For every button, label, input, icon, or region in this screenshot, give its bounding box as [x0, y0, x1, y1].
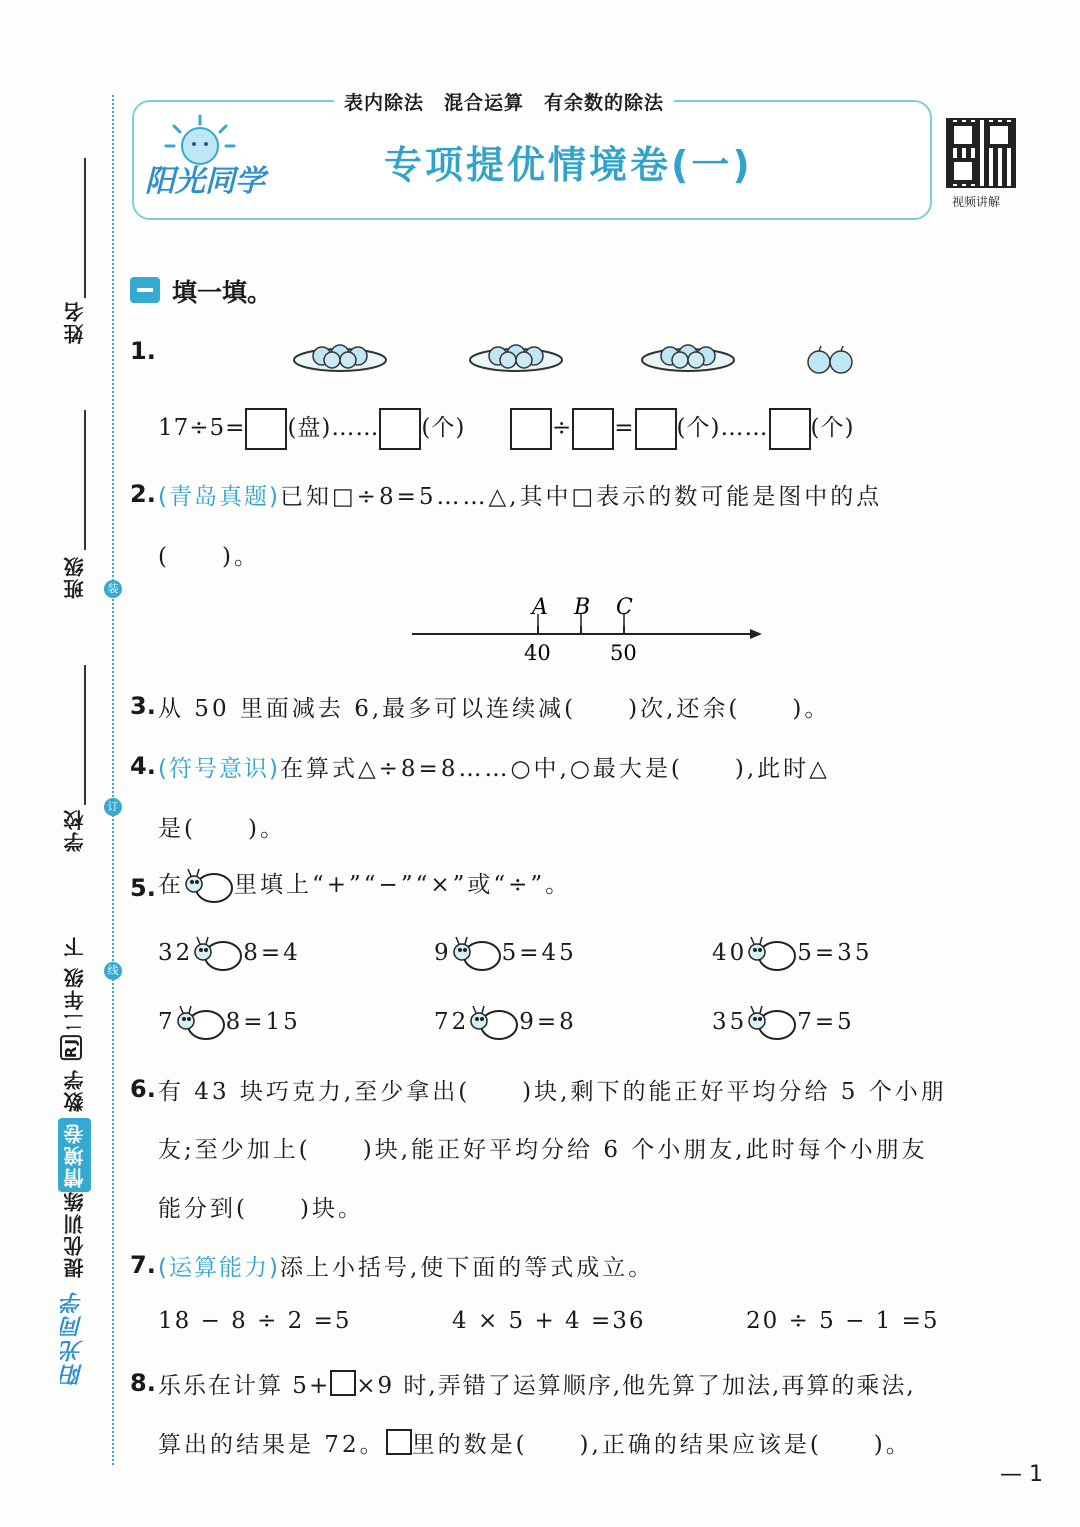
section-title: 填一填。	[172, 278, 273, 307]
binding-mark-2: 订	[104, 798, 122, 816]
q3-number: 3.	[130, 692, 156, 720]
q4-text: 在算式△÷8=8……○中,○最大是( ),此时△	[279, 756, 830, 782]
snail-blank-icon	[184, 866, 234, 906]
q2-text: 已知□÷8=5……△,其中□表示的数可能是图中的点	[279, 484, 883, 510]
q8-text-b: ×9 时,弄错了运算顺序,他先算了加法,再算的乘法,	[356, 1373, 916, 1399]
school-write-line	[84, 665, 86, 805]
q5-item-right: 8=15	[225, 1009, 301, 1035]
tick-label-50: 50	[610, 641, 637, 665]
q2-source-tag: (青岛真题)	[158, 484, 280, 510]
q7-equation-3: 20 ÷ 5 − 1 =5	[746, 1308, 940, 1334]
qr-caption: 视频讲解	[952, 195, 1001, 209]
q5-item-left: 7	[158, 1009, 176, 1035]
q7-equation-2: 4 × 5 + 4 =36	[452, 1308, 646, 1334]
q8-text-a: 乐乐在计算 5+	[158, 1373, 331, 1399]
q6-number: 6.	[130, 1075, 156, 1103]
q8-line2-a: 算出的结果是 72。	[158, 1432, 386, 1458]
q8-line2-b: 里的数是( ),正确的结果应该是( )。	[411, 1432, 912, 1458]
q4-skill-tag: (符号意识)	[158, 756, 280, 782]
q4-number: 4.	[130, 752, 156, 780]
two-fruits-icon	[804, 345, 856, 375]
q5-text-a: 在	[158, 872, 184, 898]
q1-expr: 17÷5=	[158, 415, 246, 441]
q1-eq-sign: =	[614, 415, 635, 441]
point-label-c: C	[616, 595, 633, 620]
q7-number: 7.	[130, 1251, 156, 1279]
q5-number: 5.	[130, 874, 156, 902]
q1-equations	[158, 408, 854, 450]
q5-item-right: 7=5	[797, 1009, 855, 1035]
grade-label: 二年级 下	[63, 935, 87, 1032]
q6-line1: 有 43 块巧克力,至少拿出( )块,剩下的能正好平均分给 5 个小朋	[158, 1079, 947, 1105]
q7-equation-1: 18 − 8 ÷ 2 =5	[158, 1308, 352, 1334]
section-badge	[130, 277, 160, 303]
q7-line1	[158, 1249, 654, 1282]
q5-item-right: 5=35	[797, 940, 873, 966]
class-write-line	[84, 410, 86, 550]
number-line	[410, 592, 770, 672]
fruit-plate-icon	[468, 336, 564, 372]
snail-blank-icon[interactable]	[747, 1003, 797, 1043]
q5-item-2	[434, 934, 577, 974]
q1-answer-box-5[interactable]	[635, 408, 677, 450]
q1-unit-2: (个)	[421, 415, 466, 441]
q8-blank-box[interactable]	[330, 1370, 356, 1396]
q8-line1	[158, 1367, 916, 1400]
q1-answer-box-4[interactable]	[572, 408, 614, 450]
q5-instruction	[158, 866, 571, 906]
fruit-plate-icon	[292, 336, 388, 372]
point-label-a: A	[532, 595, 548, 620]
binding-mark-1: 装	[104, 580, 122, 598]
q6-line2: 友;至少加上( )块,能正好平均分给 6 个小朋友,此时每个小朋友	[158, 1137, 928, 1163]
name-write-line	[84, 158, 86, 298]
snail-blank-icon[interactable]	[193, 934, 243, 974]
q5-item-1	[158, 934, 301, 974]
q5-item-4	[158, 1003, 301, 1043]
q5-text-b: 里填上“+”“−”“×”或“÷”。	[234, 872, 572, 898]
q5-item-left: 32	[158, 940, 194, 966]
q1-answer-box-2[interactable]	[379, 408, 421, 450]
fruit-plate-icon	[640, 336, 736, 372]
snail-blank-icon[interactable]	[176, 1003, 226, 1043]
q3-text: 从 50 里面减去 6,最多可以连续减( )次,还余( )。	[158, 696, 831, 722]
q8-line2	[158, 1426, 912, 1459]
series-tag: 情境卷	[58, 1118, 91, 1192]
q5-item-left: 40	[712, 940, 748, 966]
q5-item-left: 72	[434, 1009, 470, 1035]
q5-item-right: 9=8	[519, 1009, 577, 1035]
q4-line2: 是( )。	[158, 816, 286, 842]
q5-item-3	[712, 934, 872, 974]
point-label-b: B	[574, 595, 591, 620]
q1-unit-1: (盘)……	[287, 415, 380, 441]
q2-line1	[158, 478, 882, 511]
qr-code-icon[interactable]	[946, 118, 1016, 188]
q4-line1	[158, 750, 830, 783]
binding-mark-3: 线	[104, 962, 122, 980]
subject-label: 数学	[63, 1068, 87, 1112]
tick-label-40: 40	[524, 641, 551, 665]
q7-text: 添上小括号,使下面的等式成立。	[279, 1255, 655, 1281]
q5-item-right: 8=4	[243, 940, 301, 966]
q6-line3: 能分到( )块。	[158, 1196, 364, 1222]
q5-item-left: 9	[434, 940, 452, 966]
school-label: 学校	[63, 808, 87, 852]
brand-logo: 阳光同学	[145, 164, 265, 199]
q2-blank[interactable]: ( )。	[158, 544, 260, 570]
snail-blank-icon[interactable]	[469, 1003, 519, 1043]
q1-div-sign: ÷	[551, 415, 573, 441]
q1-unit-3: (个)……	[676, 415, 769, 441]
q5-item-left: 35	[712, 1009, 748, 1035]
class-label: 班级	[63, 555, 87, 599]
q5-item-5	[434, 1003, 577, 1043]
page-number: — 1	[1000, 1462, 1043, 1487]
edition-badge: RJ	[62, 1037, 80, 1059]
training-label: 提优训练	[63, 1190, 87, 1278]
q1-number: 1.	[130, 337, 156, 365]
snail-blank-icon[interactable]	[747, 934, 797, 974]
q5-item-6	[712, 1003, 855, 1043]
q2-number: 2.	[130, 480, 156, 508]
topics-line: 表内除法 混合运算 有余数的除法	[334, 88, 674, 115]
brand-vertical: 阳光同学	[61, 1290, 86, 1386]
snail-blank-icon[interactable]	[452, 934, 502, 974]
name-label: 姓名	[63, 300, 87, 344]
q8-blank-box-ref	[386, 1429, 412, 1455]
q7-skill-tag: (运算能力)	[158, 1255, 280, 1281]
q8-number: 8.	[130, 1369, 156, 1397]
binding-dotted-line	[112, 95, 114, 1465]
q1-answer-box-3[interactable]	[510, 408, 552, 450]
q5-item-right: 5=45	[501, 940, 577, 966]
q1-unit-4: (个)	[810, 415, 855, 441]
page-title: 专项提优情境卷(一)	[384, 143, 753, 187]
q1-answer-box-1[interactable]	[245, 408, 287, 450]
q1-answer-box-6[interactable]	[769, 408, 811, 450]
